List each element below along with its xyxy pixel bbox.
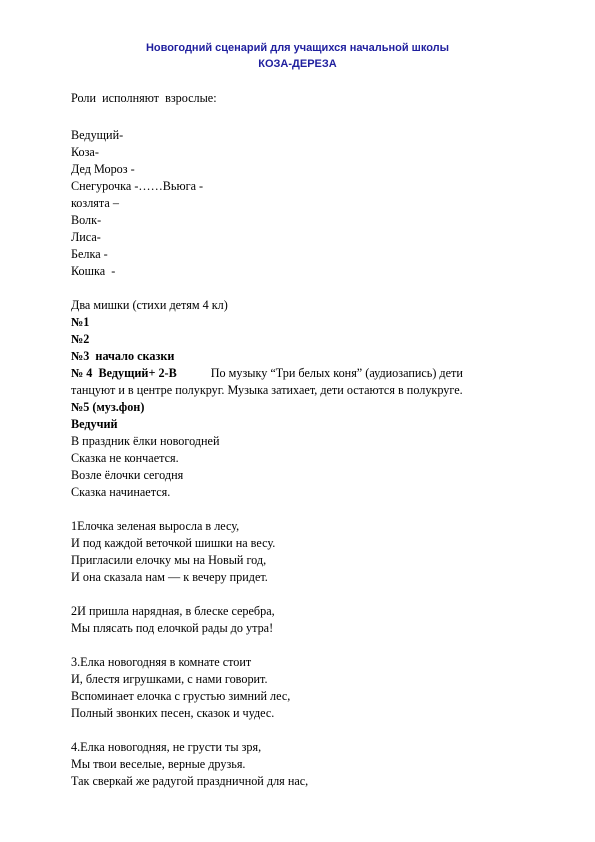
verse-line: Так сверкай же радугой праздничной для нас, — [71, 774, 309, 788]
role-item: Дед Мороз - — [71, 162, 135, 176]
document-title: Новогодний сценарий для учащихся начальной школы — [145, 42, 450, 54]
verse-line: 4.Елка новогодняя, не грусти ты зря, — [71, 740, 262, 754]
verse-line: Сказка не кончается. — [71, 451, 179, 465]
program-number-4 — [71, 365, 551, 382]
verse-line: Мы плясать под елочкой рады до утра! — [71, 621, 274, 635]
speaker-label: Ведучий — [71, 417, 118, 431]
program-number-4-text: По музыку “Три белых коня” (аудиозапись) дети — [210, 366, 463, 380]
verse-line: Сказка начинается. — [71, 485, 171, 499]
roles-heading: Роли исполняют взрослые: — [71, 91, 217, 105]
program-number-4-label: № 4 Ведущий+ 2-В — [71, 366, 177, 380]
program-number-1: №1 — [71, 315, 90, 329]
verse-line: И под каждой веточкой шишки на весу. — [71, 536, 276, 550]
role-item: Лиса- — [71, 230, 101, 244]
verse-line: Пригласили елочку мы на Новый год, — [71, 553, 267, 567]
role-item: Волк- — [71, 213, 102, 227]
program-number-3: №3 начало сказки — [71, 349, 175, 363]
verse-line: В праздник ёлки новогодней — [71, 434, 220, 448]
verse-line: И она сказала нам — к вечеру придет. — [71, 570, 268, 584]
role-item: козлята – — [71, 196, 119, 210]
program-number-2: №2 — [71, 332, 90, 346]
role-item: Кошка - — [71, 264, 116, 278]
role-item: Ведущий- — [71, 128, 124, 142]
verse-line: Вспоминает елочка с грустью зимний лес, — [71, 689, 291, 703]
verse-line: И, блестя игрушками, с нами говорит. — [71, 672, 268, 686]
verse-line: Мы твои веселые, верные друзья. — [71, 757, 246, 771]
verse-line: 3.Елка новогодняя в комнате стоит — [71, 655, 252, 669]
program-number-4-continuation: танцуют и в центре полукруг. Музыка затихает, дети остаются в полукруге. — [71, 383, 463, 397]
program-intro: Два мишки (стихи детям 4 кл) — [71, 298, 228, 312]
verse-line: Возле ёлочки сегодня — [71, 468, 184, 482]
verse-line: 2И пришла нарядная, в блеске серебра, — [71, 604, 275, 618]
program-number-5: №5 (муз.фон) — [71, 400, 145, 414]
verse-line: Полный звонких песен, сказок и чудес. — [71, 706, 275, 720]
role-item: Коза- — [71, 145, 99, 159]
role-item: Белка - — [71, 247, 108, 261]
document-body — [71, 90, 551, 790]
verse-line: 1Елочка зеленая выросла в лесу, — [71, 519, 240, 533]
document-subtitle: КОЗА-ДЕРЕЗА — [258, 58, 337, 70]
role-item: Снегурочка -……Вьюга - — [71, 179, 204, 193]
